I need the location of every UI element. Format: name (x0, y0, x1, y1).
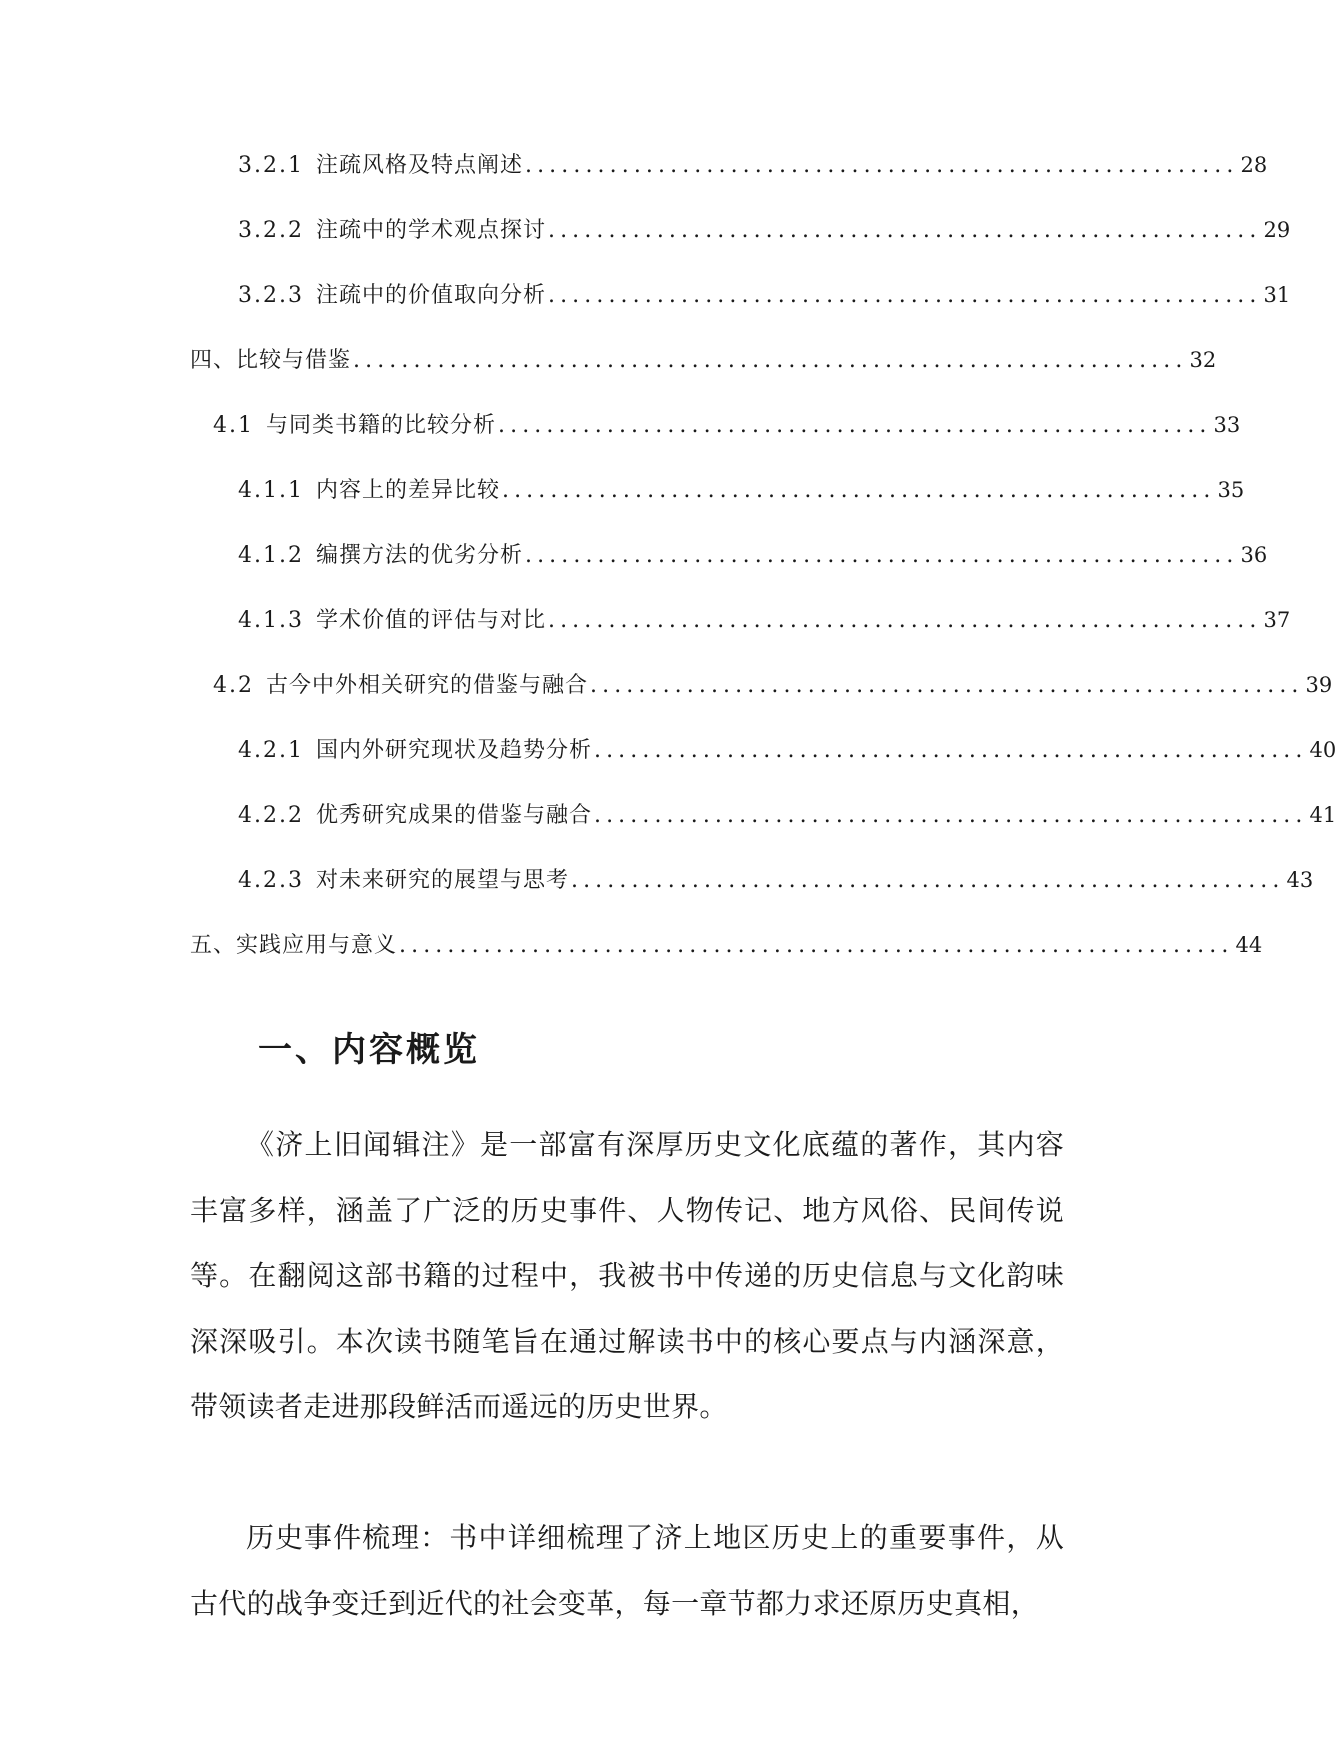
toc-entry-number: 4.1 (213, 413, 254, 438)
section-heading: 一、内容概览 (258, 1030, 480, 1070)
toc-entry[interactable] (190, 930, 1263, 960)
toc-entry[interactable] (238, 800, 1336, 830)
toc-dot-leader: ........................................................... (594, 738, 1308, 763)
toc-entry-number: 3.2.2 (238, 218, 304, 243)
toc-entry-title: 注疏中的学术观点探讨 (315, 218, 546, 243)
toc-entry[interactable] (238, 735, 1336, 765)
toc-entry[interactable] (238, 865, 1314, 895)
toc-entry[interactable] (213, 410, 1241, 440)
toc-entry-page: 37 (1263, 608, 1291, 632)
body-paragraph (190, 1505, 1064, 1636)
toc-entry-page: 43 (1286, 868, 1314, 892)
toc-dot-leader: ........................................................... (594, 803, 1308, 828)
toc-entry-page: 33 (1213, 413, 1241, 437)
toc-dot-leader: ........................................................... (548, 218, 1262, 243)
toc-entry-title: 注疏风格及特点阐述 (315, 153, 523, 178)
toc-dot-leader: ........................................................... (525, 153, 1239, 178)
toc-dot-leader: ..................................................................... (353, 348, 1188, 373)
toc-entry[interactable] (238, 150, 1268, 180)
toc-entry[interactable] (238, 215, 1291, 245)
paragraph-lead-phrase: 历史事件梳理： (246, 1521, 450, 1554)
toc-entry[interactable] (238, 475, 1245, 505)
body-paragraph: 《济上旧闻辑注》是一部富有深厚历史文化底蕴的著作，其内容丰富多样，涵盖了广泛的历史事件、人物传记、地方风俗、民间传说等。在翻阅这部书籍的过程中，我被书中传递的历史信息与文化韵味深深吸引。本次读书随笔旨在通过解读书中的核心要点与内涵深意，带领读者走进那段鲜活而遥远的历史世界。 (190, 1128, 1064, 1423)
toc-dot-leader: ........................................................... (548, 608, 1262, 633)
toc-entry-title: 学术价值的评估与对比 (315, 608, 546, 633)
toc-entry-page: 32 (1189, 348, 1217, 372)
toc-dot-leader: ........................................................... (525, 543, 1239, 568)
toc-entry[interactable] (238, 540, 1268, 570)
toc-dot-leader: ........................................................... (571, 868, 1285, 893)
toc-entry-title: 注疏中的价值取向分析 (315, 283, 546, 308)
toc-entry-number: 4.2.1 (238, 738, 304, 763)
toc-dot-leader: ........................................................... (498, 413, 1212, 438)
toc-entry-page: 39 (1305, 673, 1333, 697)
toc-entry[interactable] (190, 345, 1217, 375)
toc-entry-title: 国内外研究现状及趋势分析 (315, 738, 592, 763)
toc-entry[interactable] (238, 605, 1291, 635)
toc-entry-number: 3.2.3 (238, 283, 304, 308)
paragraph-body-text: 书中详细梳理了济上地区历史上的重要事件，从古代的战争变迁到近代的社会变革，每一章节都力求还原历史真相， (190, 1521, 1064, 1620)
toc-entry-title: 编撰方法的优劣分析 (315, 543, 523, 568)
toc-dot-leader: ........................................................... (502, 478, 1216, 503)
toc-entry-number: 4.1.1 (238, 478, 304, 503)
toc-dot-leader: ........................................................... (590, 673, 1304, 698)
toc-entry-page: 31 (1263, 283, 1291, 307)
toc-entry-number: 4.2 (213, 673, 254, 698)
toc-entry-title: 内容上的差异比较 (315, 478, 500, 503)
toc-entry-title: 对未来研究的展望与思考 (315, 868, 569, 893)
toc-dot-leader: ..................................................................... (399, 933, 1234, 958)
toc-entry-number: 4.1.2 (238, 543, 304, 568)
toc-entry-title: 五、实践应用与意义 (190, 933, 398, 958)
toc-entry-title: 优秀研究成果的借鉴与融合 (315, 803, 592, 828)
toc-entry-title: 与同类书籍的比较分析 (266, 413, 497, 438)
toc-dot-leader: ........................................................... (548, 283, 1262, 308)
toc-entry-page: 35 (1217, 478, 1245, 502)
toc-entry-number: 4.2.3 (238, 868, 304, 893)
toc-entry[interactable] (213, 670, 1333, 700)
toc-entry-number: 4.1.3 (238, 608, 304, 633)
toc-entry[interactable] (238, 280, 1291, 310)
toc-entry-number: 3.2.1 (238, 153, 304, 178)
toc-entry-number: 4.2.2 (238, 803, 304, 828)
toc-entry-page: 29 (1263, 218, 1291, 242)
toc-entry-title: 四、比较与借鉴 (190, 348, 352, 373)
toc-entry-page: 41 (1309, 803, 1336, 827)
toc-entry-page: 36 (1240, 543, 1268, 567)
toc-entry-title: 古今中外相关研究的借鉴与融合 (266, 673, 589, 698)
toc-entry-page: 40 (1309, 738, 1336, 762)
toc-entry-page: 28 (1240, 153, 1268, 177)
toc-entry-page: 44 (1235, 933, 1263, 957)
